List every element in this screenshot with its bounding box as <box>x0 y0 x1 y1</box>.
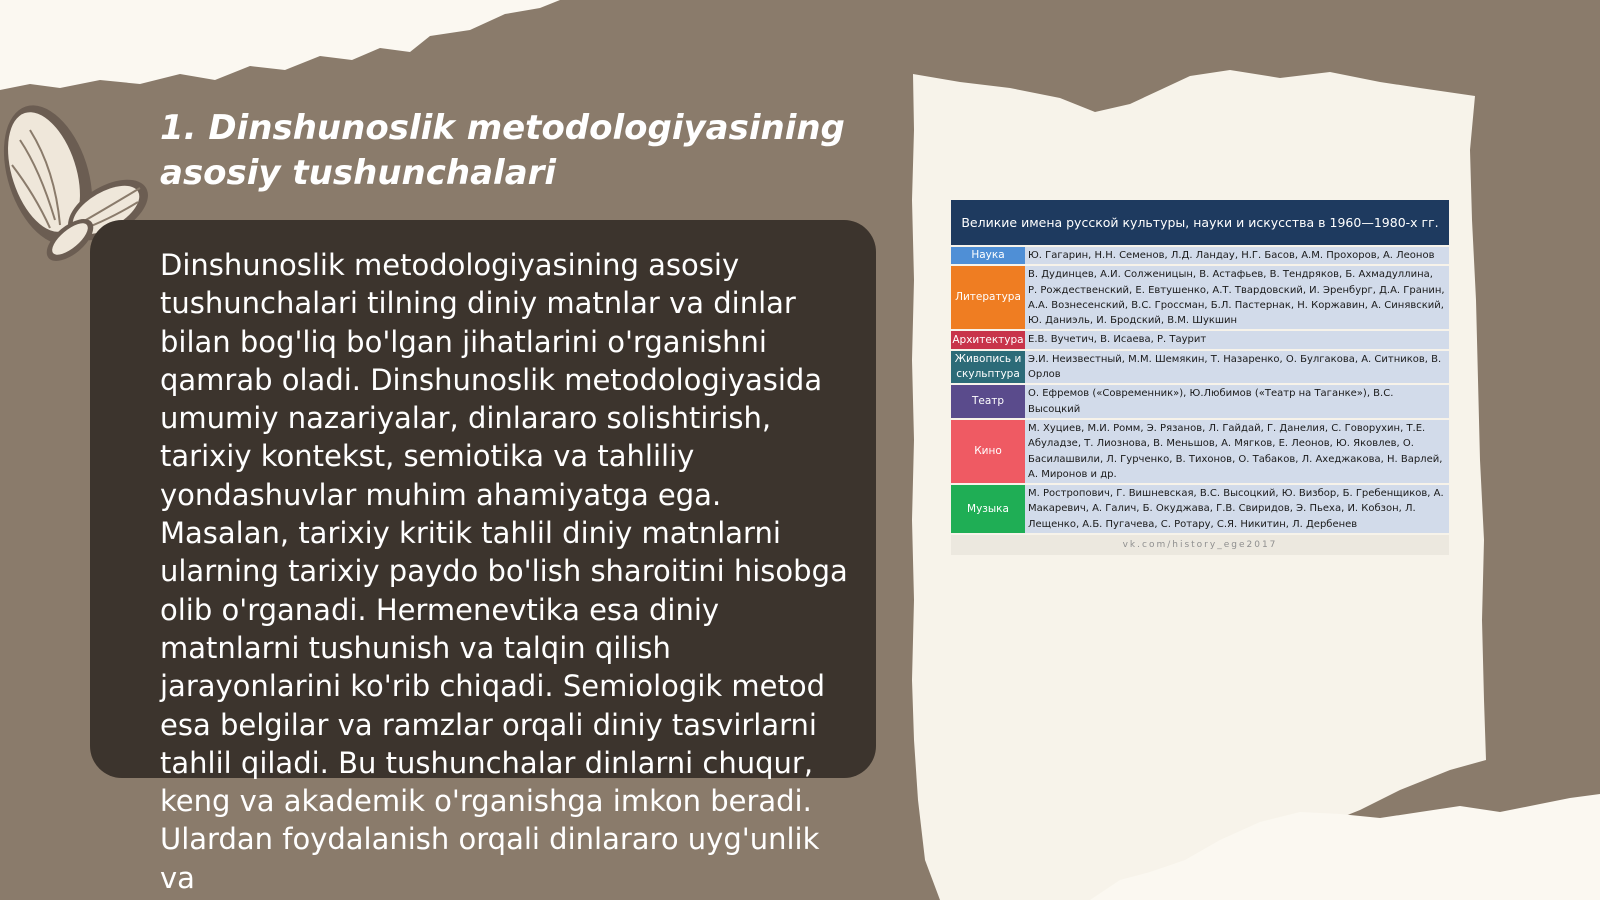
table-names: Е.В. Вучетич, В. Исаева, Р. Таурит <box>1025 331 1449 348</box>
table-category: Театр <box>951 385 1025 418</box>
table-row <box>951 349 1449 384</box>
table-category: Живопись и скульптура <box>951 351 1025 384</box>
table-category: Музыка <box>951 485 1025 533</box>
table-row <box>951 329 1449 348</box>
table-category: Кино <box>951 420 1025 483</box>
table-row <box>951 483 1449 533</box>
table-rows <box>951 245 1449 533</box>
table-category: Литература <box>951 266 1025 329</box>
table-title: Великие имена русской культуры, науки и искусства в 1960—1980-х гг. <box>951 200 1449 245</box>
slide-title: 1. Dinshunoslik metodologiyasining asosiy tushunchalari <box>160 108 845 193</box>
table-watermark: vk.com/history_ege2017 <box>951 533 1449 555</box>
table-names: Э.И. Неизвестный, М.М. Шемякин, Т. Назаренко, О. Булгакова, А. Ситников, В. Орлов <box>1025 351 1449 384</box>
table-names: О. Ефремов («Современник»), Ю.Любимов («Театр на Таганке»), В.С. Высоцкий <box>1025 385 1449 418</box>
table-row <box>951 383 1449 418</box>
table-category: Наука <box>951 247 1025 264</box>
table-names: М. Хуциев, М.И. Ромм, Э. Рязанов, Л. Гайдай, Г. Данелия, С. Говорухин, Т.Е. Абуладзе, Т. Лиознова, В. Меньшов, А. Мягков, Е. Леонов, Ю. Яковлев, О. Басилашвили, Л. Гурченко, В. Тихонов, О. Табаков, Л. Ахеджакова, Н. Варлей, А. Миронов и др. <box>1025 420 1449 483</box>
table-names: Ю. Гагарин, Н.Н. Семенов, Л.Д. Ландау, Н.Г. Басов, А.М. Прохоров, А. Леонов <box>1025 247 1449 264</box>
table-names: М. Ростропович, Г. Вишневская, В.С. Высоцкий, Ю. Визбор, Б. Гребенщиков, А. Макаревич, А. Галич, Б. Окуджава, Г.В. Свиридов, Э. Пьеха, И. Кобзон, Л. Лещенко, А.Б. Пугачева, С. Ротару, С.Я. Никитин, Л. Дербенев <box>1025 485 1449 533</box>
table-row <box>951 418 1449 483</box>
culture-table-image <box>951 200 1449 555</box>
table-row <box>951 245 1449 264</box>
table-row <box>951 264 1449 329</box>
table-category: Архитектура <box>951 331 1025 348</box>
table-names: В. Дудинцев, А.И. Солженицын, В. Астафьев, В. Тендряков, Б. Ахмадуллина, Р. Рождественский, Е. Евтушенко, А.Т. Твардовский, И. Эренбург, Д.А. Гранин, А.А. Вознесенский, В.С. Гроссман, Б.Л. Пастернак, Н. Коржавин, А. Синявский, Ю. Даниэль, И. Бродский, В.М. Шукшин <box>1025 266 1449 329</box>
body-text: Dinshunoslik metodologiyasining asosiy tushunchalari tilning diniy matnlar va dinlar bilan bog'liq bo'lgan jihatlarini o'rganishni qamrab oladi. Dinshunoslik metodologiyasida umumiy nazariyalar, dinlararo solishtirish, tarixiy kontekst, semiotika va tahliliy yondashuvlar muhim ahamiyatga ega. Masalan, tarixiy kritik tahlil diniy matnlarni ularning tarixiy paydo bo'lish sharoitini hisobga olib o'rganadi. Hermenevtika esa diniy matnlarni tushunish va talqin qilish jarayonlarini ko'rib chiqadi. Semiologik metod esa belgilar va ramzlar orqali diniy tasvirlarni tahlil qiladi. Bu tushunchalar dinlarni chuqur, keng va akademik o'rganishga imkon beradi. Ulardan foydalanish orqali dinlararo uyg'unlik va <box>160 248 848 895</box>
